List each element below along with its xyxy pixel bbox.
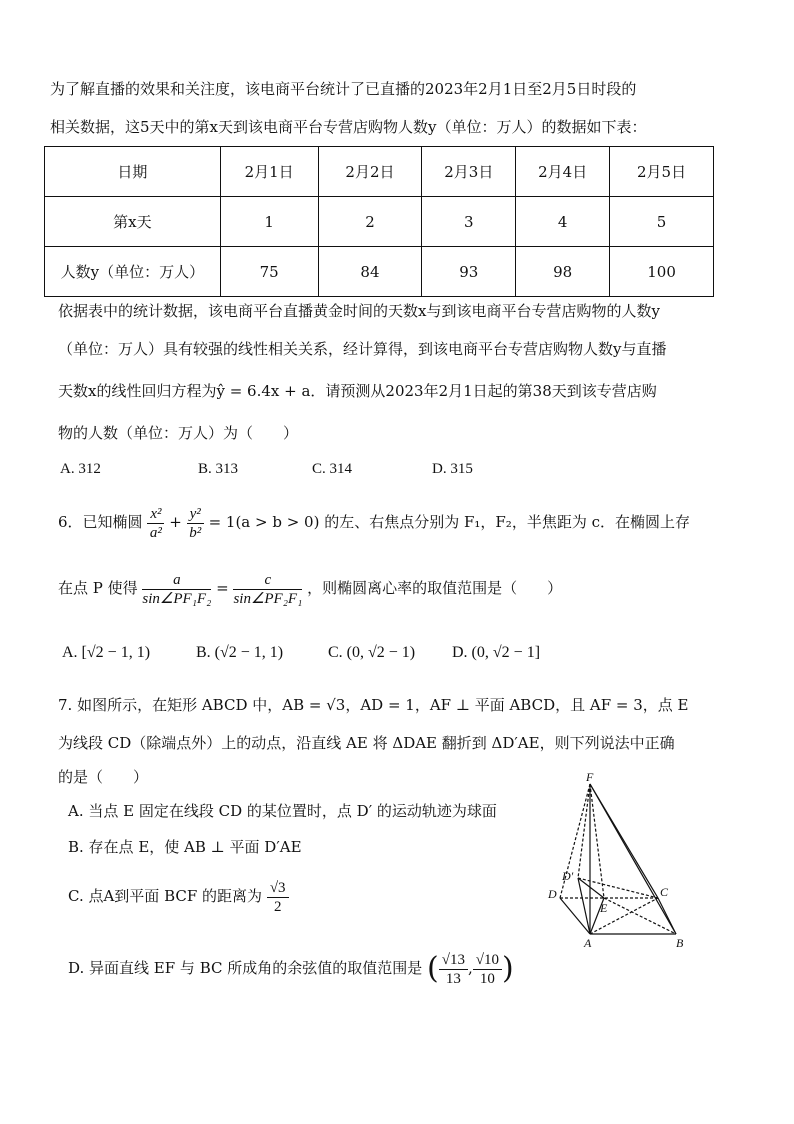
q5-option-a[interactable]: A. 312 bbox=[60, 461, 101, 477]
numerator: y² bbox=[187, 505, 204, 524]
table-cell: 3 bbox=[422, 197, 516, 247]
numerator: x² bbox=[147, 505, 164, 524]
intro-line-2: 相关数据，这5天中的第x天到该电商平台专营店购物人数y（单位：万人）的数据如下表： bbox=[50, 118, 647, 136]
numerator: √3 bbox=[267, 879, 289, 898]
label-d: D bbox=[548, 887, 557, 901]
edge-fe bbox=[590, 784, 604, 898]
q6-option-d[interactable]: D. (0, √2 − 1] bbox=[452, 644, 541, 661]
table-cell: 100 bbox=[610, 247, 714, 297]
label-c: C bbox=[660, 885, 669, 899]
label-b: B bbox=[676, 936, 684, 950]
edge-da bbox=[560, 898, 590, 934]
q6-l2-suffix: ，则椭圆离心率的取值范围是（ ） bbox=[307, 579, 563, 597]
table-cell: 日期 bbox=[45, 147, 221, 197]
table-cell: 2月3日 bbox=[422, 147, 516, 197]
q5-line-3: 天数x的线性回归方程为ŷ = 6.4x + a．请预测从2023年2月1日起的第38天到该专营店购 bbox=[58, 382, 657, 400]
geometry-figure bbox=[538, 770, 698, 950]
label-dprime: D′ bbox=[562, 869, 574, 883]
numerator: √10 bbox=[473, 951, 502, 970]
q7-option-a[interactable]: A. 当点 E 固定在线段 CD 的某位置时，点 D′ 的运动轨迹为球面 bbox=[68, 802, 497, 820]
table-cell: 93 bbox=[422, 247, 516, 297]
fraction-sqrt3-2 bbox=[267, 879, 289, 916]
denominator: 2 bbox=[273, 898, 282, 915]
table-row bbox=[45, 147, 714, 197]
q6-option-a[interactable]: A. [√2 − 1, 1) bbox=[62, 644, 151, 661]
q7-option-d-text: D. 异面直线 EF 与 BC 所成角的余弦值的取值范围是 bbox=[68, 959, 423, 977]
q6-option-c[interactable]: C. (0, √2 − 1) bbox=[328, 644, 416, 661]
edge-fc bbox=[590, 784, 658, 898]
table-cell: 第x天 bbox=[45, 197, 221, 247]
denominator: b² bbox=[189, 524, 202, 541]
label-f: F bbox=[586, 770, 594, 784]
q5-line-2: （单位：万人）具有较强的线性相关关系，经计算得，到该电商平台专营店购物人数y与直播 bbox=[58, 340, 667, 358]
table-row bbox=[45, 247, 714, 297]
numerator: √13 bbox=[439, 951, 468, 970]
q5-option-c[interactable]: C. 314 bbox=[312, 461, 353, 477]
q5-line-4: 物的人数（单位：万人）为（ ） bbox=[58, 424, 299, 442]
denominator: sin∠PF₂F₁ bbox=[233, 590, 303, 607]
table-cell: 2月1日 bbox=[220, 147, 318, 197]
table-cell: 75 bbox=[220, 247, 318, 297]
denominator: sin∠PF₁F₂ bbox=[142, 590, 212, 607]
q6-l2-prefix: 在点 P 使得 bbox=[58, 579, 138, 597]
q5-line-1: 依据表中的统计数据，该电商平台直播黄金时间的天数x与到该电商平台专营店购物的人数y bbox=[58, 302, 660, 320]
plus-sign: + bbox=[169, 513, 182, 531]
q7-line-2: 为线段 CD（除端点外）上的动点，沿直线 AE 将 ΔDAE 翻折到 ΔD′AE，则下列说法中正确 bbox=[58, 734, 675, 752]
table-cell: 5 bbox=[610, 197, 714, 247]
q6-suffix: = 1(a > b > 0) 的左、右焦点分别为 F₁，F₂，半焦距为 c．在椭圆上存 bbox=[208, 513, 690, 531]
left-paren: ( bbox=[427, 951, 439, 986]
table-cell: 人数y（单位：万人） bbox=[45, 247, 221, 297]
comma: , bbox=[467, 959, 473, 977]
table-cell: 2月4日 bbox=[516, 147, 610, 197]
table-cell: 84 bbox=[318, 247, 422, 297]
fraction-sqrt13-13 bbox=[439, 951, 468, 988]
q6-line-2 bbox=[58, 566, 562, 610]
table-cell: 1 bbox=[220, 197, 318, 247]
fraction-a-sin bbox=[142, 571, 211, 608]
numerator: a bbox=[142, 571, 211, 590]
table-row bbox=[45, 197, 714, 247]
q7-option-c-text: C. 点A到平面 BCF 的距离为 bbox=[68, 887, 263, 905]
table-cell: 2月2日 bbox=[318, 147, 422, 197]
q7-line-1: 7. 如图所示，在矩形 ABCD 中，AB = √3，AD = 1，AF ⊥ 平面 ABCD，且 AF = 3，点 E bbox=[58, 696, 689, 714]
fraction-x2-a2 bbox=[147, 505, 164, 542]
right-paren: ) bbox=[502, 951, 514, 986]
q5-option-d[interactable]: D. 315 bbox=[432, 461, 473, 477]
q6-option-b[interactable]: B. (√2 − 1, 1) bbox=[196, 644, 284, 661]
denominator: a² bbox=[149, 524, 162, 541]
data-table bbox=[44, 146, 714, 297]
q7-option-c[interactable] bbox=[68, 874, 289, 918]
table-cell: 98 bbox=[516, 247, 610, 297]
q5-option-b[interactable]: B. 313 bbox=[198, 461, 239, 477]
intro-line-1: 为了解直播的效果和关注度，该电商平台统计了已直播的2023年2月1日至2月5日时段的 bbox=[50, 80, 637, 98]
table-cell: 2 bbox=[318, 197, 422, 247]
fraction-c-sin bbox=[233, 571, 302, 608]
table-cell: 2月5日 bbox=[610, 147, 714, 197]
edge-fdprime bbox=[578, 784, 590, 878]
q7-line-3: 的是（ ） bbox=[58, 768, 149, 786]
label-a: A bbox=[584, 936, 592, 950]
table-cell: 4 bbox=[516, 197, 610, 247]
q7-option-b[interactable]: B. 存在点 E，使 AB ⊥ 平面 D′AE bbox=[68, 838, 302, 856]
q6-line-1 bbox=[58, 500, 690, 544]
label-e: E bbox=[600, 901, 608, 915]
fraction-y2-b2 bbox=[187, 505, 204, 542]
numerator: c bbox=[233, 571, 302, 590]
q7-option-d[interactable] bbox=[68, 946, 514, 991]
equals-sign: = bbox=[216, 579, 229, 597]
denominator: 13 bbox=[445, 970, 461, 987]
fraction-sqrt10-10 bbox=[473, 951, 502, 988]
q6-prefix: 6．已知椭圆 bbox=[58, 513, 143, 531]
denominator: 10 bbox=[479, 970, 495, 987]
